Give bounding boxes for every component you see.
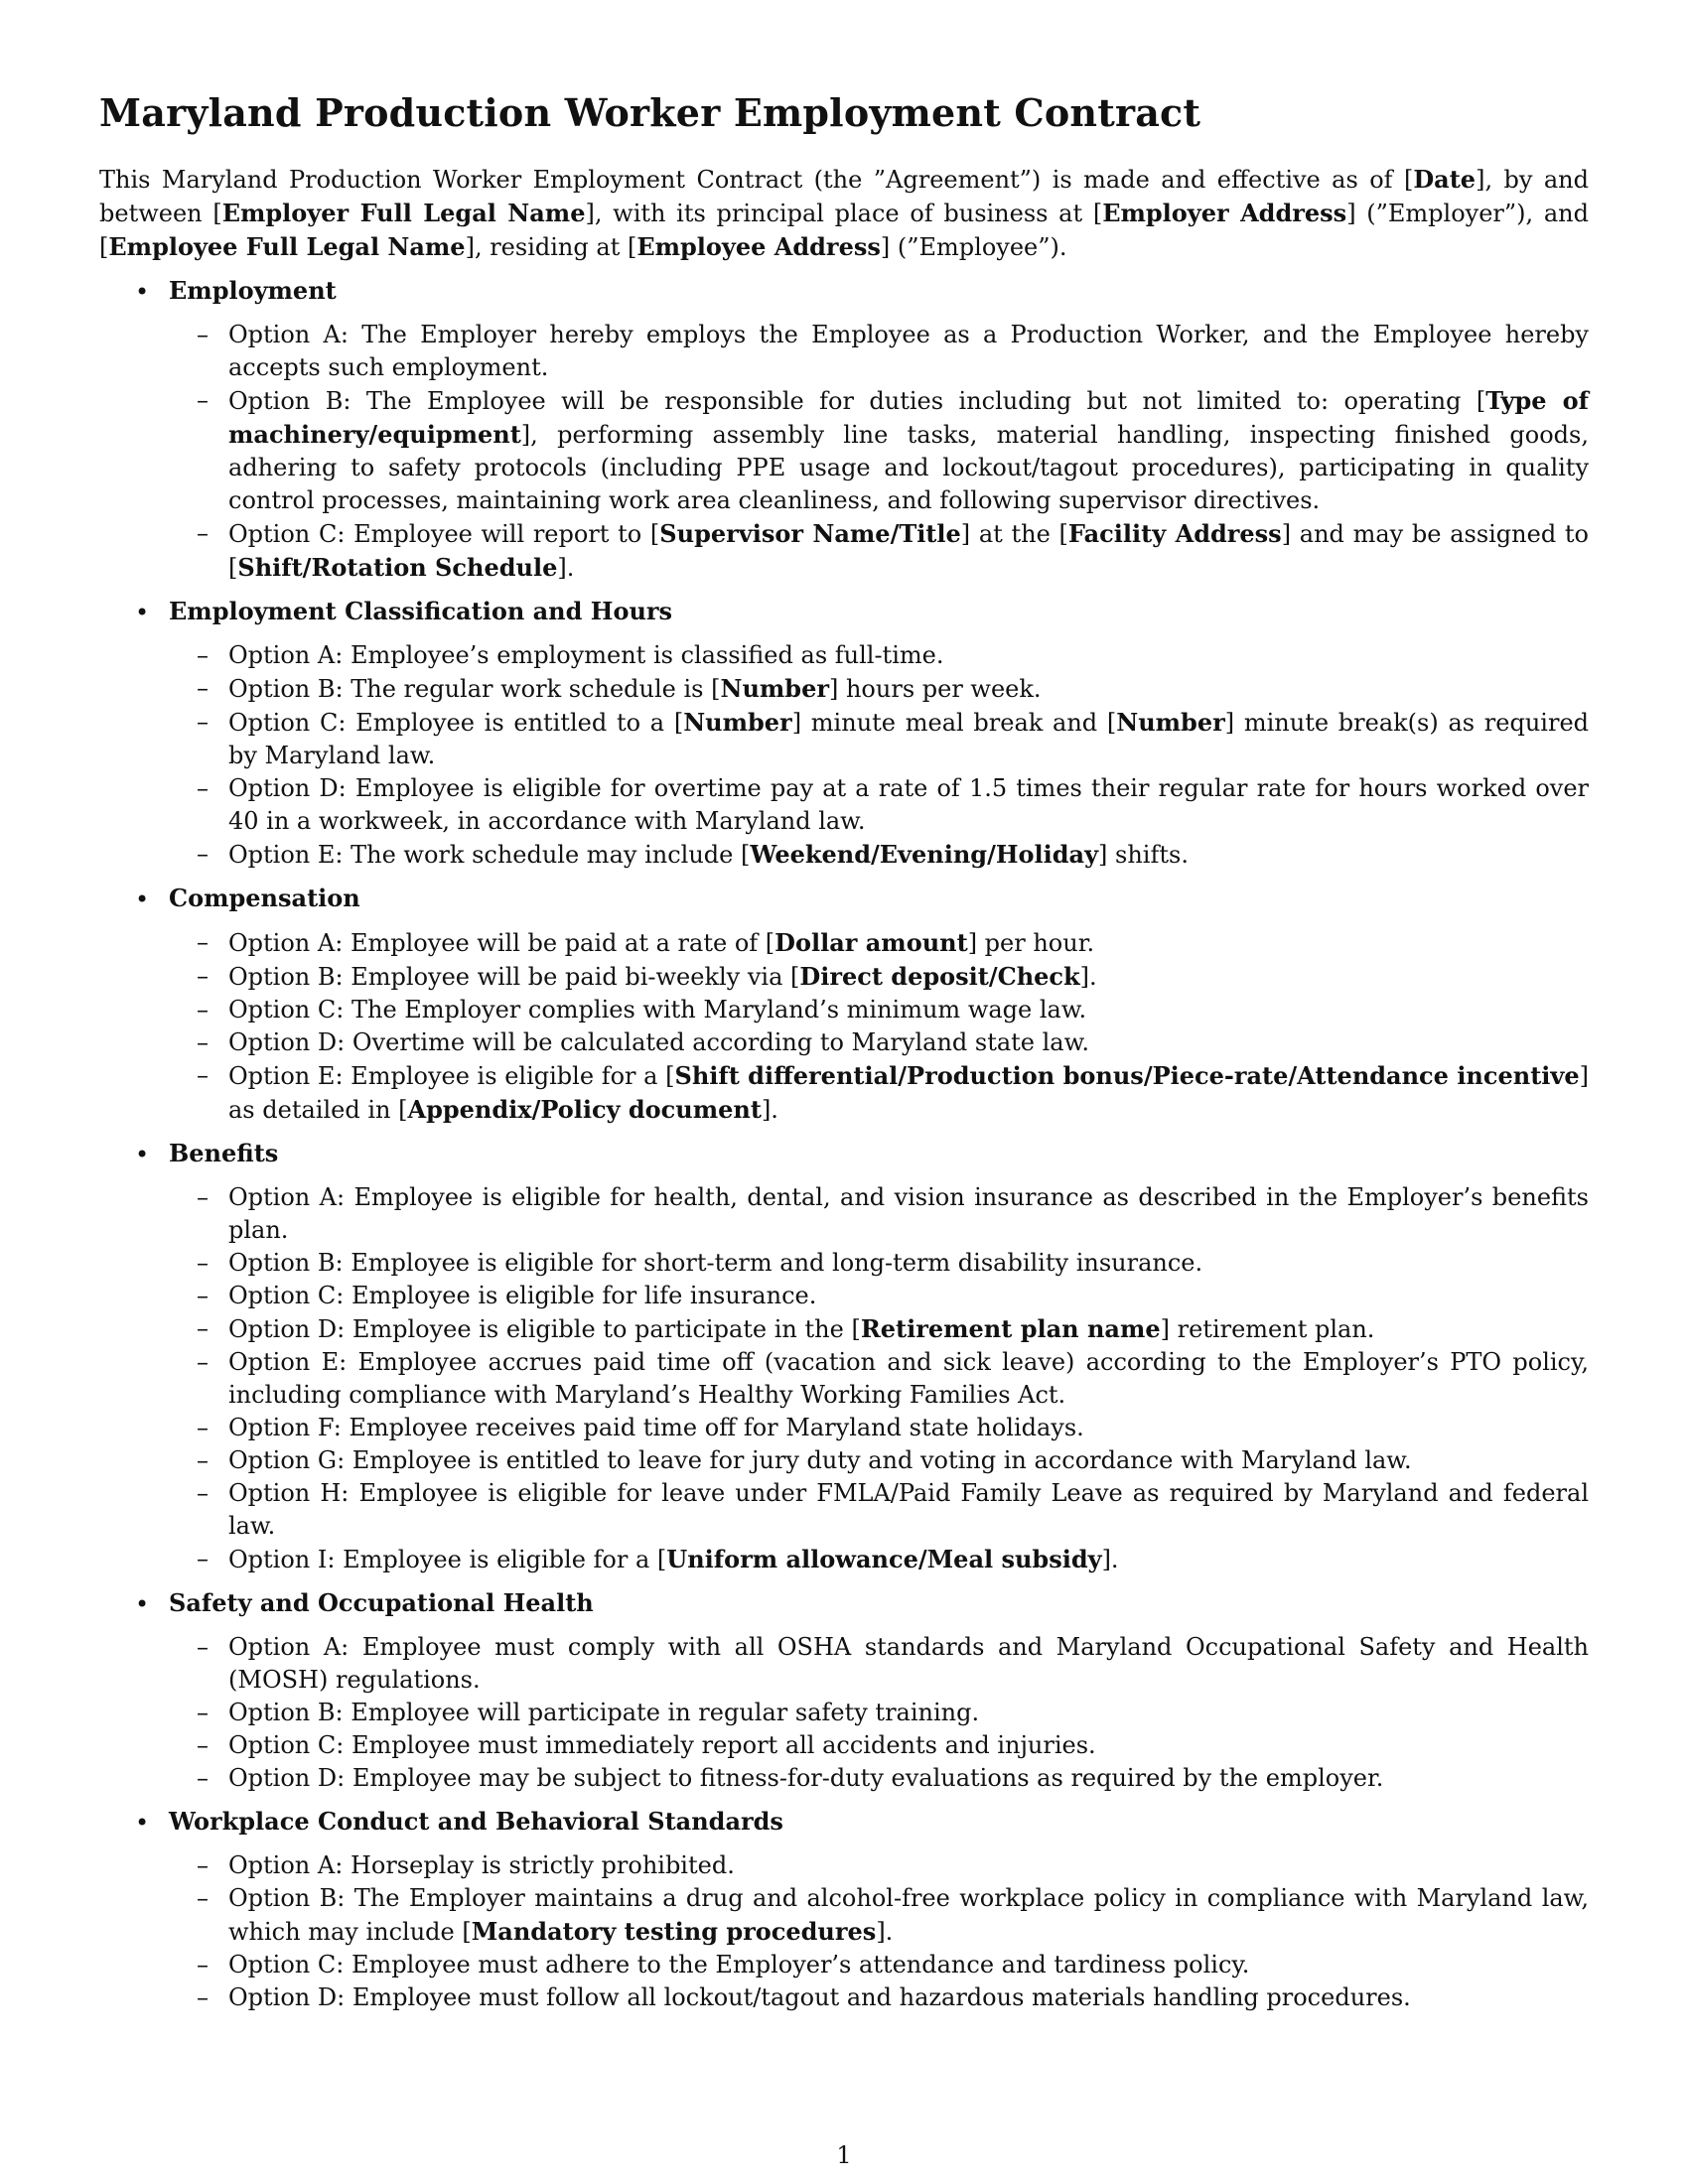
dash-icon: – [197, 774, 209, 802]
dash-icon: – [197, 840, 209, 868]
dash-icon: – [197, 321, 209, 348]
intro-text: ], by and between [ [99, 166, 1589, 227]
option-text: Option F: Employee receives paid time off for Maryland state holidays. [228, 1414, 1084, 1441]
dash-icon: – [197, 1414, 209, 1441]
placeholder-field: Shift/Rotation Schedule [237, 553, 558, 582]
option-list [169, 1849, 1589, 2014]
option-text: Option B: The Employee will be responsible for duties including but not limited to: operating [ [228, 387, 1486, 415]
option-text: Option E: The work schedule may include [ [228, 841, 751, 869]
option-text: Option B: The regular work schedule is [ [228, 675, 721, 703]
option-text: Option B: Employee will be paid bi-weekly via [ [228, 963, 800, 991]
option-item [169, 517, 1589, 585]
option-text: Option D: Employee may be subject to fitness-for-duty evaluations as required by the employer. [228, 1764, 1384, 1792]
option-item [169, 926, 1589, 960]
option-text: ]. [1101, 1546, 1119, 1573]
option-text: ] minute meal break and [ [791, 709, 1117, 737]
option-text: Option C: Employee must adhere to the Employer’s attendance and tardiness policy. [228, 1951, 1250, 1979]
placeholder-field: Retirement plan name [860, 1314, 1161, 1343]
placeholder-employee-address: Employee Address [636, 232, 881, 261]
section-list [99, 274, 1589, 2014]
option-text: ] minute break(s) as required by Maryland law. [228, 709, 1590, 769]
option-text: Option C: The Employer complies with Maryland’s minimum wage law. [228, 996, 1087, 1024]
dash-icon: – [197, 1851, 209, 1879]
option-text: Option E: Employee is eligible for a [ [228, 1062, 675, 1090]
dash-icon: – [197, 1183, 209, 1211]
option-item [169, 960, 1589, 994]
option-list [169, 1181, 1589, 1576]
section-title: Workplace Conduct and Behavioral Standards [169, 1807, 783, 1836]
intro-text: ], residing at [ [465, 233, 637, 261]
option-item [169, 1949, 1589, 1981]
dash-icon: – [197, 1633, 209, 1661]
option-item [169, 1882, 1589, 1949]
option-item [169, 1312, 1589, 1346]
dash-icon: – [197, 996, 209, 1024]
dash-icon: – [197, 1764, 209, 1792]
dash-icon: – [197, 1951, 209, 1979]
option-text: ]. [1079, 963, 1097, 991]
option-text: Option A: Employee is eligible for health, dental, and vision insurance as described in the Employer’s benefits plan. [228, 1183, 1589, 1244]
option-list [169, 639, 1589, 872]
dash-icon: – [197, 928, 209, 956]
option-text: ] shifts. [1098, 841, 1189, 869]
placeholder-field: Facility Address [1067, 519, 1282, 548]
option-item [169, 1247, 1589, 1280]
placeholder-employee-name: Employee Full Legal Name [108, 232, 466, 261]
section-title: Safety and Occupational Health [169, 1588, 594, 1617]
option-text: Option C: Employee is eligible for life insurance. [228, 1282, 817, 1309]
option-item [169, 1543, 1589, 1576]
option-item [169, 1412, 1589, 1444]
section-title: Employment [169, 276, 337, 305]
option-text: Option B: Employee will participate in regular safety training. [228, 1699, 980, 1726]
option-item [169, 1444, 1589, 1477]
placeholder-field: Number [683, 708, 792, 737]
intro-text: ] (”Employee”). [880, 233, 1067, 261]
placeholder-field: Number [1116, 708, 1225, 737]
option-text: Option B: The Employer maintains a drug and alcohol-free workplace policy in compliance with Maryland law, which may include [ [228, 1884, 1589, 1946]
option-text: ]. [557, 554, 575, 582]
option-list [169, 319, 1589, 585]
option-text: ] and may be assigned to [ [228, 520, 1589, 582]
section-benefits [99, 1137, 1589, 1576]
dash-icon: – [197, 1061, 209, 1089]
dash-icon: – [197, 708, 209, 736]
option-text: Option A: Employee must comply with all OSHA standards and Maryland Occupational Safety and Health (MOSH) regulations. [228, 1633, 1589, 1694]
dash-icon: – [197, 386, 209, 414]
dash-icon: – [197, 1983, 209, 2011]
option-text: Option B: Employee is eligible for short-term and long-term disability insurance. [228, 1249, 1203, 1277]
option-text: ] retirement plan. [1160, 1315, 1375, 1343]
option-text: Option C: Employee will report to [ [228, 520, 660, 548]
option-text: Option D: Employee is eligible for overtime pay at a rate of 1.5 times their regular rate for hours worked over 40 in a workweek, in accordance with Maryland law. [228, 774, 1589, 835]
option-item [169, 772, 1589, 838]
option-text: ], performing assembly line tasks, material handling, inspecting finished goods, adhering to safety protocols (including PPE usage and lockout/tagout procedures), participating in quality control processes, maintaining work area cleanliness, and following supervisor directives. [228, 421, 1589, 514]
option-item [169, 1181, 1589, 1247]
bullet-icon: • [135, 1809, 150, 1837]
section-title: Compensation [169, 884, 360, 912]
section-compensation [99, 882, 1589, 1127]
option-item [169, 319, 1589, 384]
dash-icon: – [197, 1314, 209, 1342]
option-item [169, 384, 1589, 517]
section-employment-classification-and-hours [99, 595, 1589, 872]
placeholder-field: Dollar amount [774, 928, 968, 957]
dash-icon: – [197, 1731, 209, 1759]
placeholder-field: Supervisor Name/Title [659, 519, 961, 548]
option-text: Option H: Employee is eligible for leave under FMLA/Paid Family Leave as required by Maryland and federal law. [228, 1479, 1589, 1540]
option-item [169, 1762, 1589, 1795]
option-text: Option D: Overtime will be calculated according to Maryland state law. [228, 1028, 1089, 1056]
option-item [169, 1477, 1589, 1543]
bullet-icon: • [135, 278, 150, 306]
option-text: ]. [876, 1918, 894, 1946]
placeholder-field: Uniform allowance/Meal subsidy [666, 1545, 1102, 1573]
dash-icon: – [197, 1282, 209, 1309]
dash-icon: – [197, 1028, 209, 1056]
dash-icon: – [197, 519, 209, 547]
option-text: Option A: Employee will be paid at a rate of [ [228, 929, 775, 957]
dash-icon: – [197, 1479, 209, 1507]
option-item [169, 1697, 1589, 1729]
document-content [99, 89, 1589, 2014]
option-text: ] at the [ [960, 520, 1068, 548]
placeholder-field: Shift differential/Production bonus/Piece-rate/Attendance incentive [674, 1061, 1580, 1090]
placeholder-field: Type of machinery/equipment [228, 386, 1590, 449]
section-employment [99, 274, 1589, 585]
option-item [169, 1631, 1589, 1697]
option-item [169, 1981, 1589, 2014]
placeholder-date: Date [1413, 165, 1477, 194]
placeholder-field: Direct deposit/Check [799, 962, 1080, 991]
option-item [169, 1729, 1589, 1762]
dash-icon: – [197, 1249, 209, 1277]
option-item [169, 706, 1589, 772]
option-text: Option C: Employee must immediately report all accidents and injuries. [228, 1731, 1096, 1759]
intro-text: ], with its principal place of business at [ [585, 200, 1103, 227]
option-item [169, 1346, 1589, 1412]
option-list [169, 1631, 1589, 1795]
dash-icon: – [197, 1545, 209, 1572]
bullet-icon: • [135, 599, 150, 626]
placeholder-employer-name: Employer Full Legal Name [221, 199, 586, 227]
option-text: Option C: Employee is entitled to a [ [228, 709, 684, 737]
section-title: Employment Classification and Hours [169, 597, 673, 625]
option-item [169, 1026, 1589, 1059]
dash-icon: – [197, 1884, 209, 1912]
option-item [169, 1059, 1589, 1127]
bullet-icon: • [135, 886, 150, 913]
option-text: Option A: The Employer hereby employs the Employee as a Production Worker, and the Employee hereby accepts such employment. [228, 321, 1589, 381]
option-item [169, 639, 1589, 672]
placeholder-field: Mandatory testing procedures [471, 1917, 877, 1946]
dash-icon: – [197, 1348, 209, 1376]
option-list [169, 926, 1589, 1127]
placeholder-field: Appendix/Policy document [407, 1095, 762, 1124]
option-item [169, 994, 1589, 1026]
section-title: Benefits [169, 1139, 279, 1167]
placeholder-field: Weekend/Evening/Holiday [750, 840, 1099, 869]
option-item [169, 1280, 1589, 1312]
option-text: ] hours per week. [828, 675, 1042, 703]
bullet-icon: • [135, 1141, 150, 1168]
option-text: ] per hour. [967, 929, 1095, 957]
option-text: Option A: Employee’s employment is classified as full-time. [228, 641, 944, 669]
placeholder-employer-address: Employer Address [1102, 199, 1347, 227]
option-item [169, 672, 1589, 706]
intro-paragraph [99, 163, 1589, 264]
placeholder-field: Number [720, 674, 829, 703]
intro-text: This Maryland Production Worker Employment Contract (the ”Agreement”) is made and effective as of [ [99, 166, 1414, 194]
bullet-icon: • [135, 1590, 150, 1618]
intro-text: ] (”Employer”), and [ [99, 200, 1589, 261]
dash-icon: – [197, 962, 209, 990]
option-text: ] as detailed in [ [228, 1062, 1590, 1124]
option-text: Option D: Employee is eligible to participate in the [ [228, 1315, 861, 1343]
option-text: Option E: Employee accrues paid time off (vacation and sick leave) according to the Employer’s PTO policy, including compliance with Maryland’s Healthy Working Families Act. [228, 1348, 1589, 1409]
option-text: ]. [761, 1096, 778, 1124]
dash-icon: – [197, 1446, 209, 1474]
option-item [169, 1849, 1589, 1882]
option-text: Option A: Horseplay is strictly prohibited. [228, 1851, 735, 1879]
dash-icon: – [197, 674, 209, 702]
dash-icon: – [197, 1699, 209, 1726]
document-title: Maryland Production Worker Employment Contract [99, 90, 1201, 135]
option-item [169, 838, 1589, 872]
section-safety-and-occupational-health [99, 1586, 1589, 1795]
option-text: Option G: Employee is entitled to leave for jury duty and voting in accordance with Maryland law. [228, 1446, 1412, 1474]
option-text: Option I: Employee is eligible for a [ [228, 1546, 667, 1573]
dash-icon: – [197, 641, 209, 669]
page-number: 1 [836, 2141, 852, 2169]
section-workplace-conduct-and-behavioral-standards [99, 1805, 1589, 2014]
option-text: Option D: Employee must follow all lockout/tagout and hazardous materials handling procedures. [228, 1983, 1411, 2011]
